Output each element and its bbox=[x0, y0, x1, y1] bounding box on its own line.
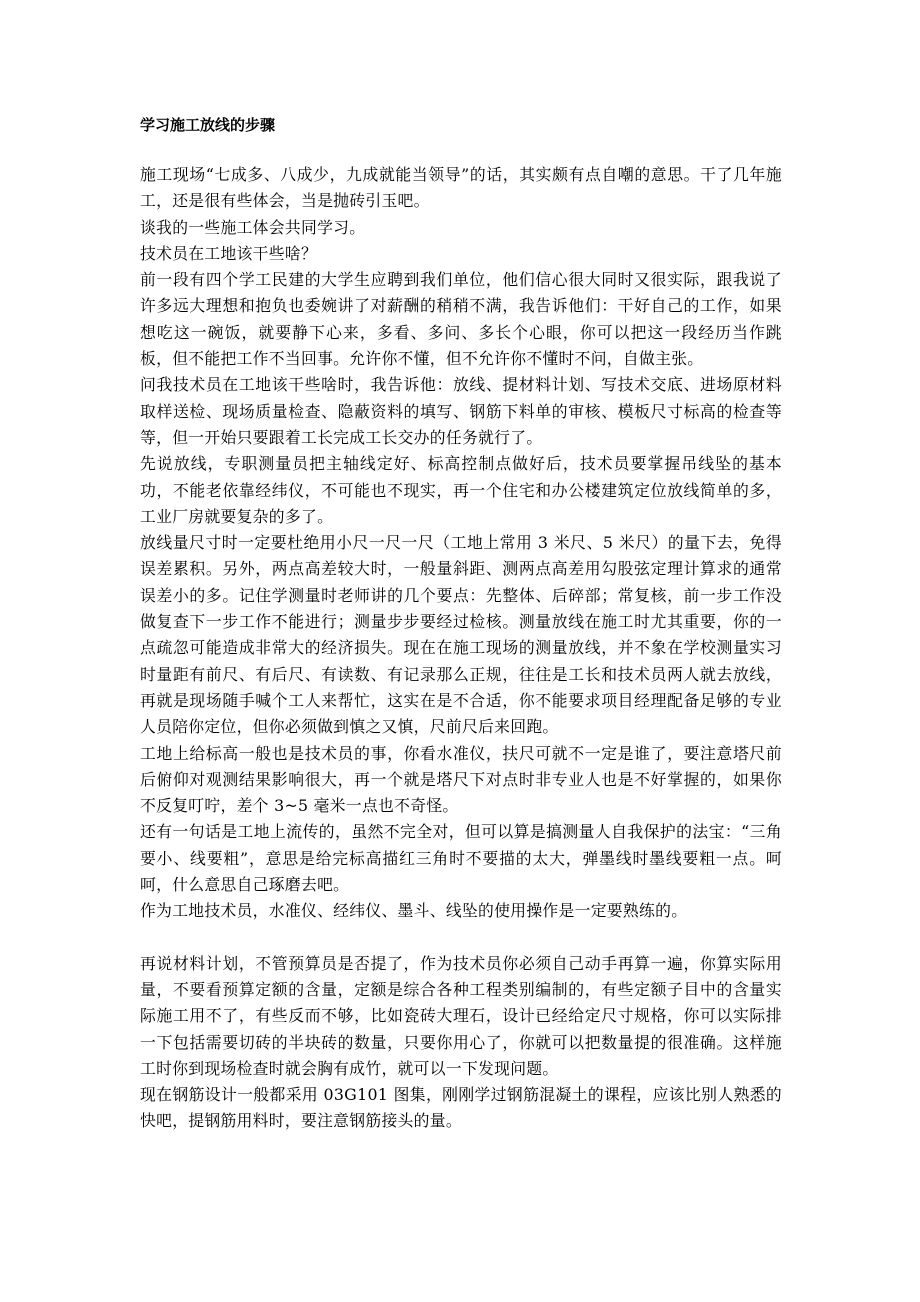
document-title: 学习施工放线的步骤 bbox=[140, 116, 276, 134]
paragraph-intro: 施工现场“七成多、八成少，九成就能当领导”的话，其实颇有点自嘲的意思。干了几年施工，还是很有些体会，当是抛砖引玉吧。 bbox=[140, 165, 782, 211]
paragraph-share: 谈我的一些施工体会共同学习。 bbox=[140, 217, 366, 237]
paragraph-duties: 问我技术员在工地该干些啥时，我告诉他：放线、提材料计划、写技术交底、进场原材料取样送检、现场质量检查、隐蔽资料的填写、钢筋下料单的审核、模板尺寸标高的检查等等，但一开始只要跟着工长完成工长交办的任务就行了。 bbox=[140, 375, 782, 447]
paragraph-question: 技术员在工地该干些啥？ bbox=[140, 243, 318, 263]
paragraph-students: 前一段有四个学工民建的大学生应聘到我们单位，他们信心很大同时又很实际，跟我说了许多远大理想和抱负也委婉讲了对薪酬的稍稍不满，我告诉他们：干好自己的工作，如果想吃这一碗饭，就要静下心来，多看、多问、多长个心眼，你可以把这一段经历当作跳板，但不能把工作不当回事。允许你不懂，但不允许你不懂时不问，自做主张。 bbox=[140, 270, 782, 369]
paragraph-measuring: 放线量尺寸时一定要杜绝用小尺一尺一尺（工地上常用 3 米尺、5 米尺）的量下去，免得误差累积。另外，两点高差较大时，一般量斜距、测两点高差用勾股弦定理计算求的通常误差小的多。记住学测量时老师讲的几个要点：先整体、后碎部；常复核，前一步工作没做复查下一步工作不能进行；测量步步要经过检核。测量放线在施工时尤其重要，你的一点疏忽可能造成非常大的经济损失。现在在施工现场的测量放线，并不象在学校测量实习时量距有前尺、有后尺、有读数、有记录那么正规，往往是工长和技术员两人就去放线，再就是现场随手喊个工人来帮忙，这实在是不合适，你不能要求项目经理配备足够的专业人员陪你定位，但你必须做到慎之又慎，尺前尺后来回跑。 bbox=[140, 533, 782, 737]
paragraph-saying: 还有一句话是工地上流传的，虽然不完全对，但可以算是搞测量人自我保护的法宝：“三角要小、线要粗”，意思是给完标高描红三角时不要描的太大，弹墨线时墨线要粗一点。呵呵，什么意思自己琢磨去吧。 bbox=[140, 822, 782, 895]
paragraph-elevation: 工地上给标高一般也是技术员的事，你看水准仪，扶尺可就不一定是谁了，要注意塔尺前后俯仰对观测结果影响很大，再一个就是塔尺下对点时非专业人也是不好掌握的，如果你不反复叮咛，差个 3~5 毫米一点也不奇怪。 bbox=[140, 743, 782, 816]
paragraph-materials: 再说材料计划，不管预算员是否提了，作为技术员你必须自己动手再算一遍，你算实际用量，不要看预算定额的含量，定额是综合各种工程类别编制的，有些定额子目中的含量实际施工用不了，有些反而不够，比如瓷砖大理石，设计已经给定尺寸规格，你可以实际排一下包括需要切砖的半块砖的数量，只要你用心了，你就可以把数量提的很准确。这样施工时你到现场检查时就会胸有成竹，就可以一下发现问题。 bbox=[140, 953, 782, 1078]
paragraph-layout: 先说放线，专职测量员把主轴线定好、标高控制点做好后，技术员要掌握吊线坠的基本功，不能老依靠经纬仪，不可能也不现实，再一个住宅和办公楼建筑定位放线简单的多，工业厂房就要复杂的多了。 bbox=[140, 454, 782, 526]
paragraph-rebar: 现在钢筋设计一般都采用 03G101 图集，刚刚学过钢筋混凝土的课程，应该比别人熟悉的快吧，提钢筋用料时，要注意钢筋接头的量。 bbox=[140, 1085, 782, 1131]
paragraph-gap bbox=[140, 925, 782, 951]
document-page bbox=[140, 112, 782, 1135]
paragraph-instruments: 作为工地技术员，水准仪、经纬仪、墨斗、线坠的使用操作是一定要熟练的。 bbox=[140, 901, 688, 921]
document-body bbox=[140, 162, 782, 1135]
